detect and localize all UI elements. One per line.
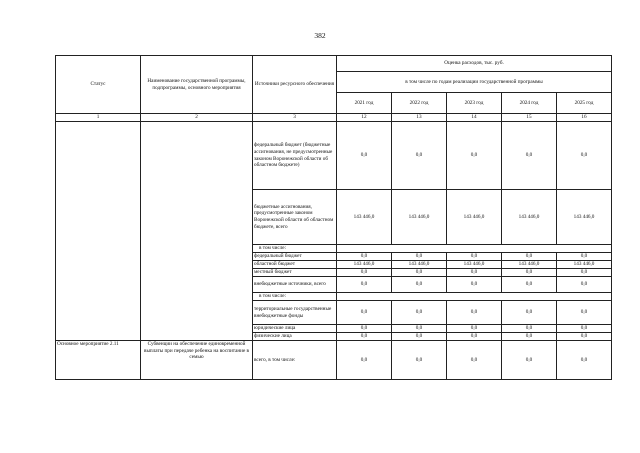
name-cell-empty [141,122,253,341]
value-cell: 143 446,0 [392,190,447,245]
value-cell: 0,0 [337,122,392,190]
event-name: Субвенции на обеспечение единовременной выплаты при передаче ребенка на воспитание в семью [141,341,253,380]
header-year: 2025 год [557,93,612,114]
header-year: 2021 год [337,93,392,114]
source-cell: всего, в том числе: [253,341,337,380]
value-cell: 0,0 [502,301,557,325]
source-cell: внебюджетные источники, всего [253,277,337,293]
value-cell: 143 446,0 [447,261,502,269]
value-cell: 0,0 [337,269,392,277]
value-cell: 0,0 [557,253,612,261]
header-source: Источники ресурсного обеспечения [253,56,337,114]
value-cell: 0,0 [337,341,392,380]
value-cell: 0,0 [557,122,612,190]
value-cell: 0,0 [447,277,502,293]
value-cell: 0,0 [502,333,557,341]
value-cell: 143 446,0 [447,190,502,245]
value-cell: 0,0 [447,341,502,380]
source-cell: физические лица [253,333,337,341]
column-index: 3 [253,114,337,122]
value-cell: 0,0 [502,341,557,380]
source-cell: местный бюджет [253,269,337,277]
value-cell: 143 446,0 [557,190,612,245]
source-cell: юридические лица [253,325,337,333]
value-cell: 0,0 [392,341,447,380]
value-cell: 0,0 [392,122,447,190]
event-row [56,341,612,380]
value-cell: 0,0 [392,325,447,333]
value-cell: 0,0 [557,325,612,333]
value-cell: 0,0 [557,277,612,293]
source-cell: в том числе: [253,245,337,253]
status-cell-empty [56,122,141,341]
value-cell: 143 446,0 [392,261,447,269]
value-cell: 0,0 [392,253,447,261]
value-cell: 0,0 [447,333,502,341]
column-index: 2 [141,114,253,122]
value-cell: 0,0 [447,301,502,325]
column-index: 12 [337,114,392,122]
value-cell: 0,0 [557,341,612,380]
value-cell: 0,0 [392,269,447,277]
column-index: 14 [447,114,502,122]
source-cell: территориальные государственные внебюджетные фонды [253,301,337,325]
value-cell: 0,0 [447,122,502,190]
source-cell: областной бюджет [253,261,337,269]
header-status: Статус [56,56,141,114]
value-cell: 0,0 [447,269,502,277]
value-cell: 0,0 [557,333,612,341]
event-status: Основное мероприятие 2.11 [56,341,141,380]
header-year: 2022 год [392,93,447,114]
column-index: 1 [56,114,141,122]
value-cell: 0,0 [557,269,612,277]
table-row [56,122,612,190]
value-cell: 0,0 [392,277,447,293]
value-cell: 143 446,0 [337,261,392,269]
value-cell: 0,0 [502,122,557,190]
value-cell: 0,0 [337,277,392,293]
header-year: 2024 год [502,93,557,114]
value-cell-empty [337,245,612,253]
value-cell-empty [337,293,612,301]
value-cell: 0,0 [502,269,557,277]
value-cell: 0,0 [337,301,392,325]
budget-table [55,55,612,380]
value-cell: 0,0 [557,301,612,325]
value-cell: 0,0 [337,333,392,341]
page-number: 382 [314,31,326,40]
column-index-row [56,114,612,122]
value-cell: 0,0 [337,325,392,333]
header-estimate: Оценка расходов, тыс. руб. [337,56,612,72]
column-index: 16 [557,114,612,122]
source-cell: бюджетные ассигнования, предусмотренные законом Воронежской области об областном бюджете, всего [253,190,337,245]
value-cell: 0,0 [392,301,447,325]
value-cell: 143 446,0 [502,190,557,245]
value-cell: 143 446,0 [557,261,612,269]
source-cell: федеральный бюджет (бюджетные ассигнования, не предусмотренные законом Воронежской области об областном бюджете) [253,122,337,190]
value-cell: 0,0 [502,253,557,261]
source-cell: федеральный бюджет [253,253,337,261]
source-cell: в том числе: [253,293,337,301]
column-index: 15 [502,114,557,122]
header-name: Наименование государственной программы, подпрограммы, основного мероприятия [141,56,253,114]
value-cell: 0,0 [447,325,502,333]
value-cell: 0,0 [447,253,502,261]
value-cell: 143 446,0 [502,261,557,269]
value-cell: 0,0 [502,325,557,333]
value-cell: 0,0 [337,253,392,261]
header-by-years: в том числе по годам реализации государственной программы [337,72,612,93]
value-cell: 143 446,0 [337,190,392,245]
value-cell: 0,0 [392,333,447,341]
value-cell: 0,0 [502,277,557,293]
header-year: 2023 год [447,93,502,114]
column-index: 13 [392,114,447,122]
